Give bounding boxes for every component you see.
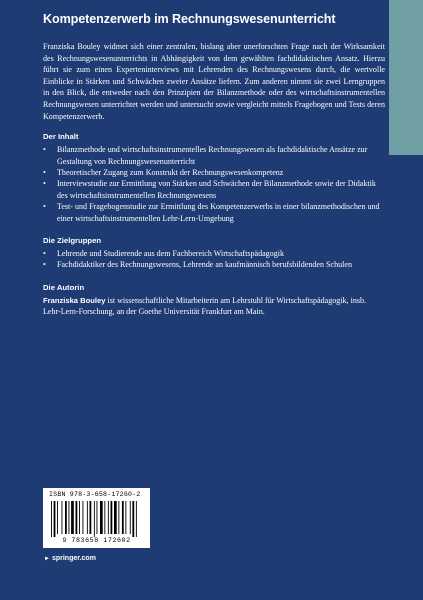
heading-inhalt: Der Inhalt — [43, 132, 79, 142]
list-item: • Bilanzmethode und wirtschaftsinstrumentelles Rechnungswesen als fachdidaktische Ansätze zur Gestaltung von Rechnungswesenunterricht — [43, 145, 368, 166]
bullet-icon: • — [43, 202, 46, 212]
cover-text — [43, 12, 385, 318]
heading-autorin: Die Autorin — [43, 282, 85, 292]
barcode-bar — [83, 501, 84, 534]
barcode-bar — [69, 501, 70, 534]
barcode-bar — [132, 501, 134, 537]
bullet-icon: • — [43, 260, 46, 270]
author-description: ist wissenschaftliche Mitarbeiterin am Lehrstuhl für Wirtschaftspädagogik, insb. Lehr-Lern-Forschung, an der Goethe Universität Frankfurt am Main. — [43, 295, 367, 317]
barcode-bar — [100, 501, 103, 534]
list-item: • Fachdidaktiker des Rechnungswesens, Lehrende an kaufmännisch berufsbildenden Schulen — [43, 260, 352, 270]
barcode-bar — [114, 501, 117, 534]
barcode-bar — [51, 501, 52, 537]
barcode-bar — [71, 501, 74, 534]
heading-zielgruppen: Die Zielgruppen — [43, 236, 102, 245]
list-item: • Theoretischer Zugang zum Konstrukt der Rechnungswesenkompetenz — [43, 167, 284, 177]
barcode-bars — [51, 501, 142, 537]
barcode-bar — [108, 501, 109, 534]
isbn-barcode — [43, 488, 150, 548]
barcode-bar — [62, 501, 63, 534]
barcode-bar — [97, 501, 98, 534]
arrow-icon: ► — [44, 556, 50, 562]
barcode-bar — [130, 501, 131, 534]
barcode-bar — [125, 501, 126, 534]
barcode-bar — [79, 501, 80, 534]
barcode-bar — [118, 501, 119, 534]
isbn-label: ISBN 978-3-658-17260-2 — [49, 491, 141, 498]
color-tab — [389, 0, 423, 155]
barcode-bar — [87, 501, 88, 534]
book-title: Kompetenzerwerb im Rechnungswesenunterricht — [43, 12, 336, 26]
barcode-bar — [65, 501, 67, 534]
bullet-icon: • — [43, 249, 46, 258]
barcode-bar — [94, 501, 95, 537]
bullet-icon: • — [43, 179, 46, 189]
barcode-number: 9 783658 172602 — [62, 537, 131, 544]
zielgruppen-list — [43, 248, 385, 271]
author-name: Franziska Bouley — [43, 295, 106, 305]
publisher-link[interactable] — [44, 555, 96, 562]
inhalt-list — [43, 144, 385, 224]
intro-paragraph: Franziska Bouley widmet sich einer zentralen, bislang aber unerforschten Frage nach der Wirksamkeit des Rechnungswesenunterrichts in Abhängigkeit von dem gewählten fachdidaktischen Ansatz. Hierzu führt sie zum einen Experteninterviews mit Lehrenden des Rechnungswesens durch, die wertvolle Einblicke in Stärken und Schwächen zweier Ansätze liefern. Zum anderen nimmt sie zwei Lerngruppen in den Blick, die entweder nach den Prinzipien der Bilanzmethode oder des wirtschaftsinstrumentellen Rechnungswesen unterrichtet werden und untersucht sowie vergleicht mittels Fragebogen und Tests deren Kompetenzerwerb. — [43, 42, 385, 121]
list-item: • Lehrende und Studierende aus dem Fachbereich Wirtschaftspädagogik — [43, 249, 284, 258]
barcode-bar — [76, 501, 78, 534]
barcode-bar — [111, 501, 113, 534]
barcode-bar — [90, 501, 92, 534]
publisher-url: springer.com — [51, 555, 96, 562]
bullet-icon: • — [43, 167, 46, 177]
barcode-bar — [122, 501, 124, 534]
barcode-bar — [136, 501, 137, 537]
barcode-bar — [54, 501, 56, 537]
list-item: • Interviewstudie zur Ermittlung von Stärken und Schwächen der Bilanzmethode sowie der Didaktik des wirtschaftsinstrumentellen Rechnungswesens — [43, 179, 376, 200]
bullet-icon: • — [43, 145, 46, 155]
barcode-bar — [104, 501, 105, 534]
barcode-bar — [57, 501, 58, 534]
list-item: • Test- und Fragebogenstudie zur Ermittlung des Kompetenzerwerbs in einer bilanzmethodischen und einer wirtschaftsinstrumentellen Lehr-Lern-Umgebung — [43, 202, 380, 223]
author-bio — [43, 295, 385, 318]
